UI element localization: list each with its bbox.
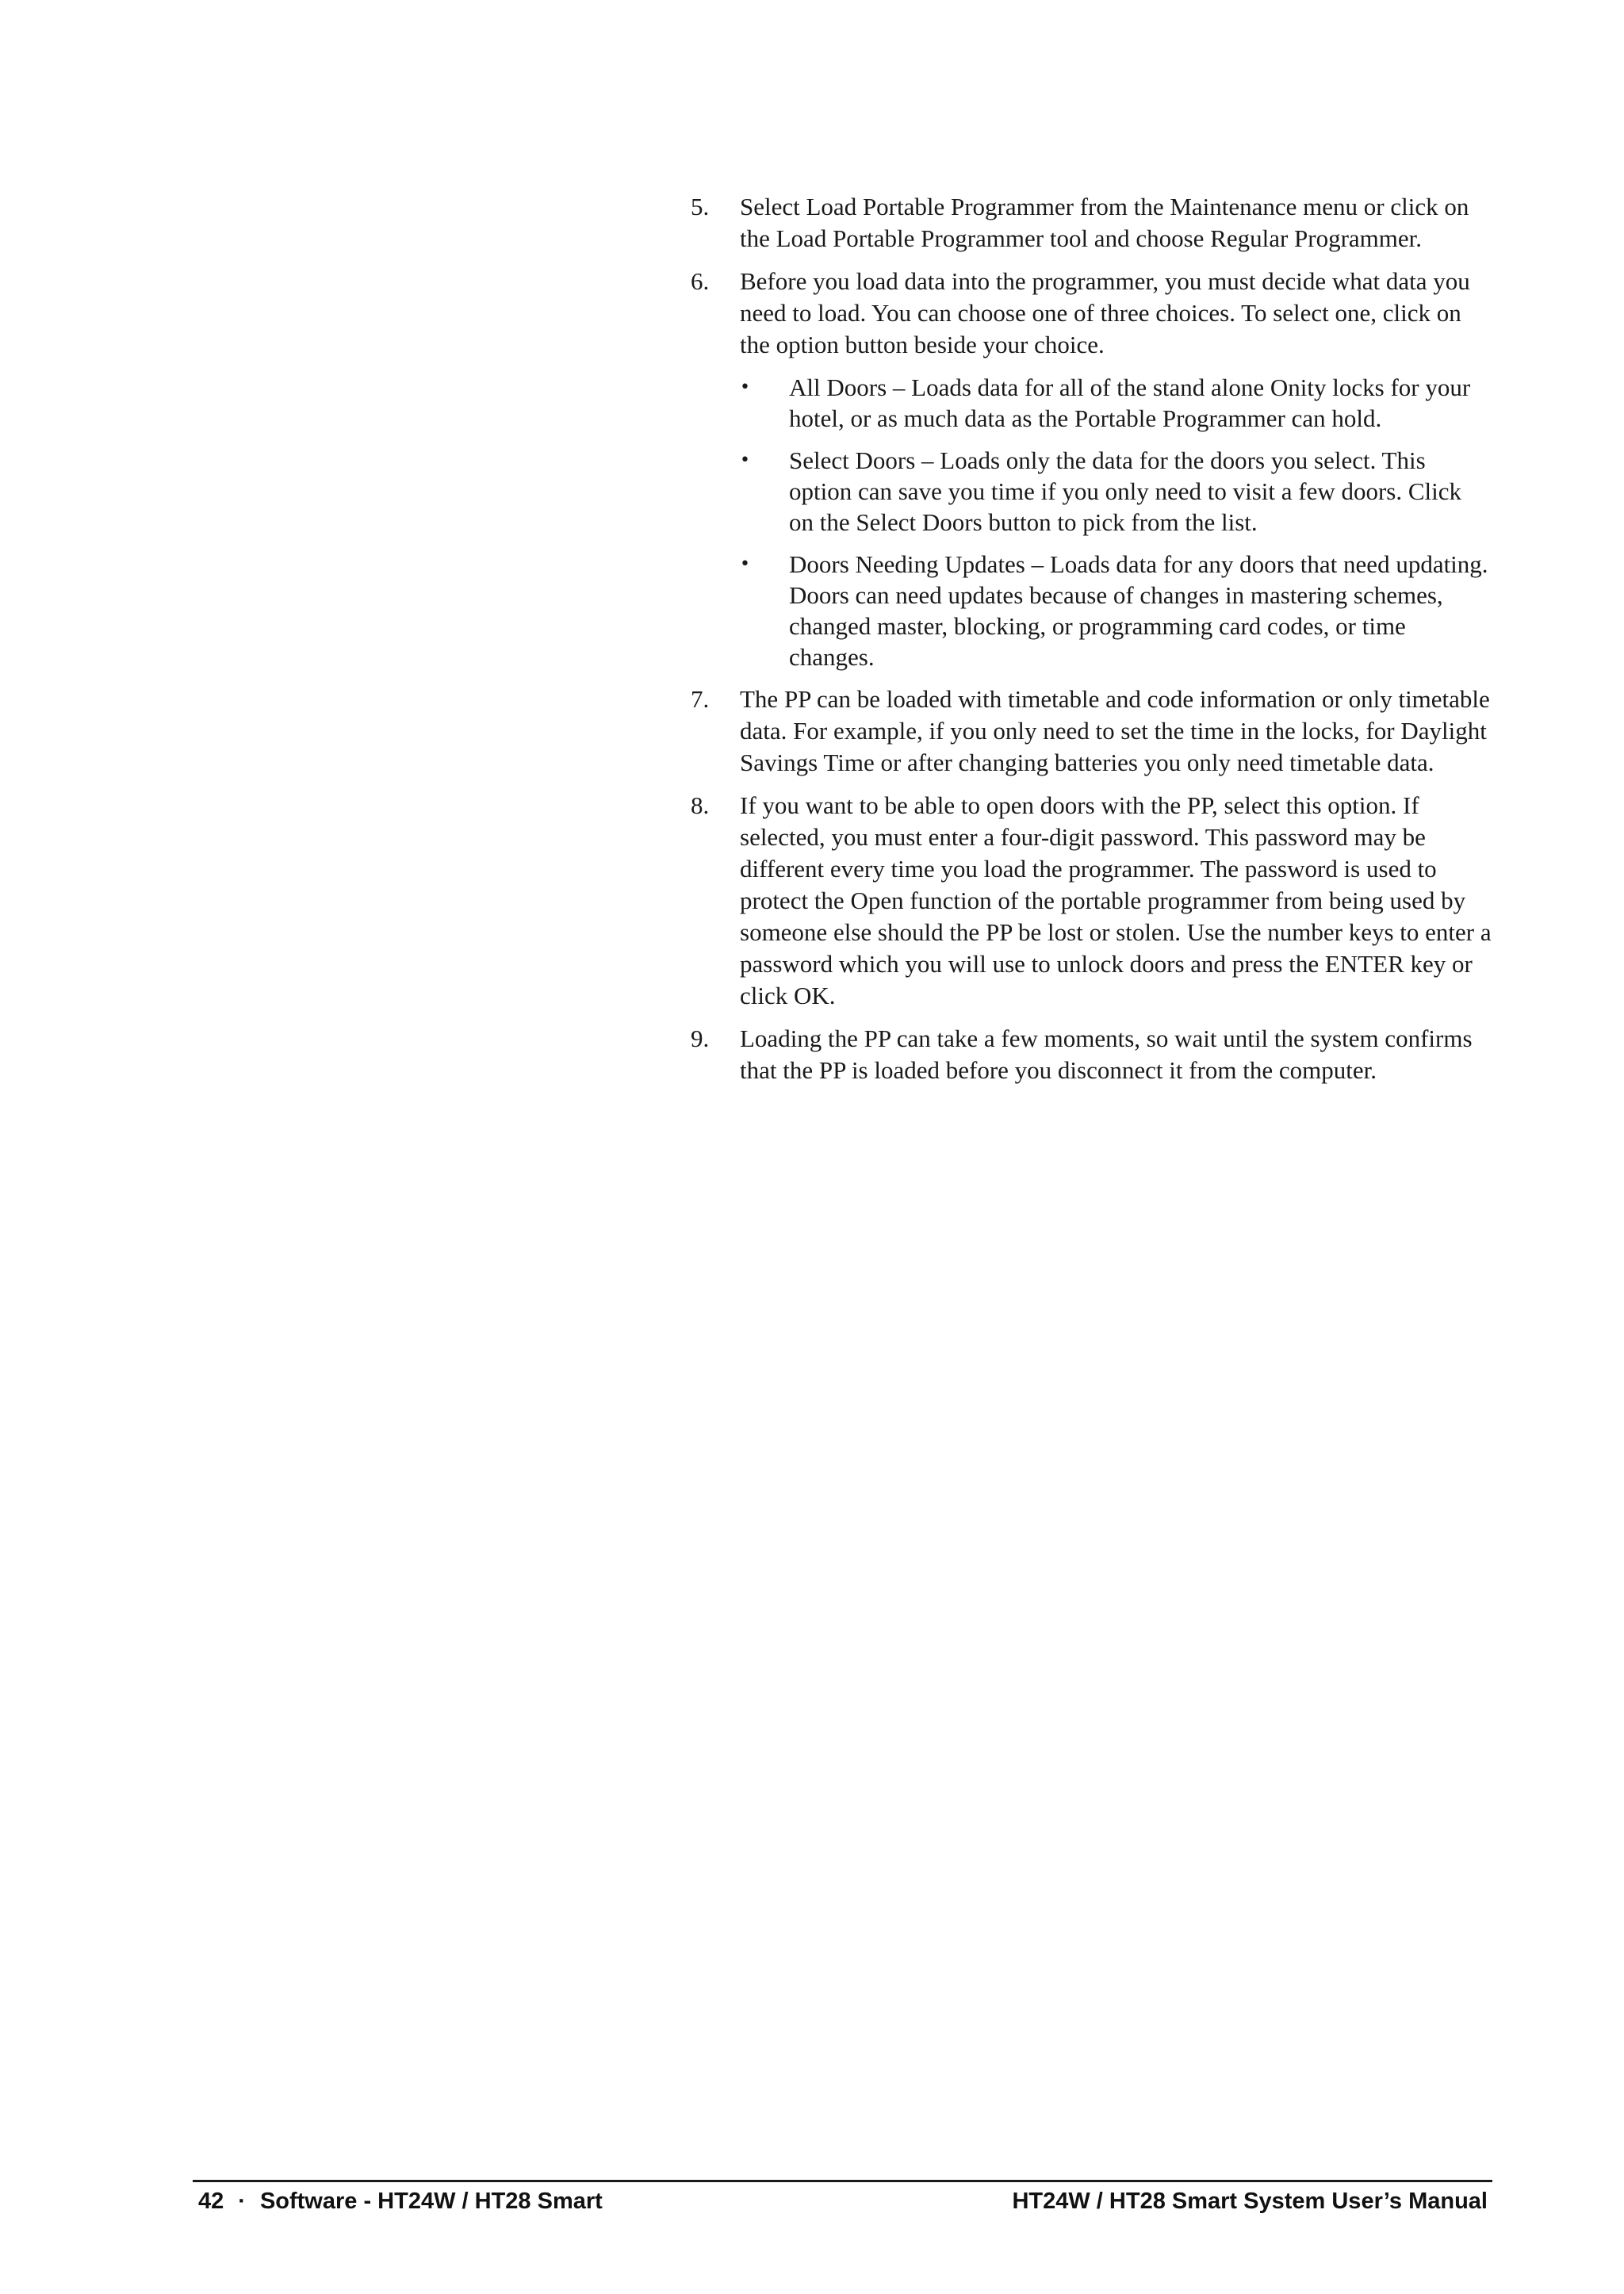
footer-divider	[193, 2180, 1492, 2182]
step-text: If you want to be able to open doors with the PP, select this option. If selected, you must enter a four-digit password. This password may be different every time you load the programmer. The password is used to protect the Open function of the portable programmer from being used by someone else should the PP be lost or stolen. Use the number keys to enter a password which you will use to unlock doors and press the ENTER key or click OK.	[740, 791, 1492, 1009]
step-text: Select Load Portable Programmer from the Maintenance menu or click on the Load Portable Programmer tool and choose Regular Programmer.	[740, 193, 1469, 252]
bullet-icon: •	[740, 554, 750, 574]
page-number: 42	[198, 2189, 224, 2214]
bullet-all-doors	[740, 372, 1492, 434]
step-number: 7.	[691, 685, 710, 713]
load-options-list	[740, 372, 1492, 672]
step-text: Loading the PP can take a few moments, so wait until the system confirms that the PP is loaded before you disconnect it from the computer.	[740, 1024, 1473, 1084]
step-number: 5.	[691, 193, 710, 220]
step-number: 9.	[691, 1024, 710, 1052]
bullet-text: Select Doors – Loads only the data for the doors you select. This option can save you time if you only need to visit a few doors. Click on the Select Doors button to pick from the list.	[789, 446, 1462, 536]
bullet-icon: •	[740, 450, 750, 470]
bullet-select-doors	[740, 445, 1492, 538]
footer-separator: ·	[238, 2189, 246, 2214]
step-number: 6.	[691, 267, 710, 295]
bullet-icon: •	[740, 377, 750, 397]
page-footer	[198, 2185, 1488, 2217]
bullet-text: Doors Needing Updates – Loads data for any doors that need updating. Doors can need updates because of changes in mastering schemes, changed master, blocking, or programming card codes, or time changes.	[789, 550, 1488, 671]
manual-title: HT24W / HT28 Smart System User’s Manual	[1012, 2189, 1488, 2214]
step-number: 8.	[691, 791, 710, 819]
bullet-text: All Doors – Loads data for all of the stand alone Onity locks for your hotel, or as much data as the Portable Programmer can hold.	[789, 373, 1471, 432]
step-8	[691, 790, 1492, 1012]
section-title: Software - HT24W / HT28 Smart	[259, 2189, 603, 2214]
step-9	[691, 1023, 1492, 1086]
step-text: Before you load data into the programmer, you must decide what data you need to load. You can choose one of three choices. To select one, click on the option button beside your choice.	[740, 267, 1470, 358]
step-5	[691, 191, 1492, 255]
bullet-doors-needing-updates	[740, 549, 1492, 672]
step-7	[691, 684, 1492, 779]
instruction-list	[691, 191, 1492, 1097]
step-6	[691, 266, 1492, 672]
footer-left	[198, 2185, 603, 2217]
step-text: The PP can be loaded with timetable and code information or only timetable data. For example, if you only need to set the time in the locks, for Daylight Savings Time or after changing batteries you only need timetable data.	[740, 685, 1490, 776]
